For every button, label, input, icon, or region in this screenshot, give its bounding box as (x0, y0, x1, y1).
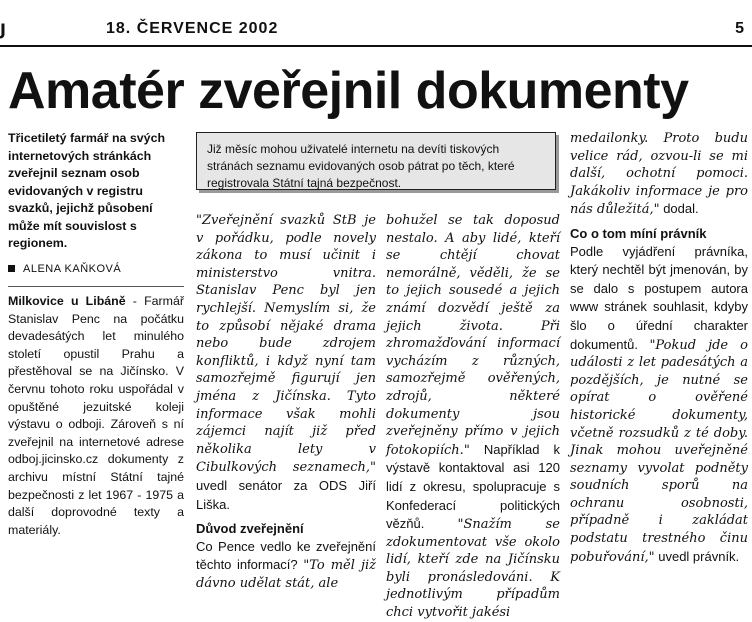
column-3 (386, 212, 560, 622)
column-4 (570, 130, 748, 566)
col4-tail: dodal. (659, 201, 699, 217)
author-line (8, 261, 184, 279)
subhead-reason: Důvod zveřejnění (196, 521, 304, 537)
summary-box: Již měsíc mohou uživatelé internetu na devíti tiskových stránách seznamu evidovaných osob pátrat po těch, které registrovala Státní tajná bezpečnost. (196, 132, 556, 190)
page-number: 5 (735, 20, 744, 37)
column-divider (8, 286, 184, 287)
article-body-col1 (8, 293, 184, 539)
dateline-place: Milkovice u Libáně (8, 294, 126, 309)
author-square-icon (8, 265, 15, 272)
headline: Amatér zveřejnil dokumenty (8, 62, 689, 120)
lawyer-quote: "Pokud jde o události z let padesátých a pozdějších, je nutné se opírat o ověřené historické dokumenty, včetně rozsudků z té doby. Jinak mohou uveřejněné seznamy vyvolat podněty soudních sporů na ochranu osobnosti, případně i zakládat podstatu trestného činu pobuřování," (570, 337, 748, 565)
senator-quote: "Zveřejnění svazků StB je v pořádku, podle novely zákona to musí učinit i ministerstvo vnitra. Stanislav Penc byl jen rychlejší. Nemyslím si, že to způsobí nějaké drama nebo bude zdrojem konfliktů, i když nyní tam samozřejmě figurují jen jména z Jičínska. Tyto informace však mohli zájemci najít již před několika lety v Cibulkových seznamech," (196, 213, 376, 476)
body-text: - Farmář Stanislav Penc na počátku devadesátých let minulého století opustil Prahu a přestěhoval se na Jičínsko. V červnu tohoto roku uspořádal v opuštěné jezuitské koleji výstavu o odboji. Zároveň s ní zveřejnil na internetové adrese odboj.jicinsko.cz dokumenty z archivu místní Státní tajné bezpečnosti z let 1967 - 1975 a další doprovodné texty a materiály. (8, 294, 185, 537)
col4-quote: medailonky. Proto budu velice rád, ozvou-li se mi další, ochotní pomoci. Jakákoliv informace je pro nás důležitá," (570, 131, 748, 218)
issue-date: 18. ČERVENCE 2002 (106, 20, 279, 37)
lawyer-tail: uvedl právník. (654, 548, 740, 564)
lawyer-text: Podle vyjádření právníka, který nechtěl být jmenován, by se dalo s postupem autora www stránek souhlasit, kdyby šlo o úřední charakter dokumentů. (570, 243, 748, 352)
col3-quote: bohužel se tak doposud nestalo. A aby lidé, kteří se chtějí chovat nemorálně, věděli, že se to jejich sousedé a jejich známí dozvědí ještě za jejich života. Při zhromažďování informací vycházím z různých, samozřejmě ověřených, zdrojů, některé dokumenty jsou zveřejněny přímo v jejich fotokopiích." (386, 213, 560, 458)
author-name: ALENA KAŇKOVÁ (23, 262, 122, 275)
col3-text: Například k výstavě kontaktoval asi 120 lidí z okresu, spolupracuje s Konfederací politických vězňů. (386, 441, 560, 532)
reason-quote: "To měl již dávno udělat stát, ale (196, 558, 376, 591)
column-2 (196, 212, 376, 592)
header-rule (0, 45, 752, 47)
lead-paragraph: Třicetiletý farmář na svých internetových stránkách zveřejnil seznam osob evidovaných v registru svazků, jejichž působení může mít souvislost s regionem. (8, 131, 166, 250)
column-1 (8, 130, 184, 539)
senator-attribution: uvedl senátor za ODS Jiří Liška. (196, 477, 376, 512)
header-fragment: J (0, 20, 6, 39)
reason-question: Co Pence vedlo ke zveřejnění těchto informací? (196, 538, 376, 573)
subhead-lawyer: Co o tom míní právník (570, 225, 707, 241)
col3-quote-2: "Snažím se zdokumentovat vše okolo lidí, kteří zde na Jičínsku byli pronásledováni. K jednotlivým případům chci vytvořit jakési (386, 517, 560, 621)
